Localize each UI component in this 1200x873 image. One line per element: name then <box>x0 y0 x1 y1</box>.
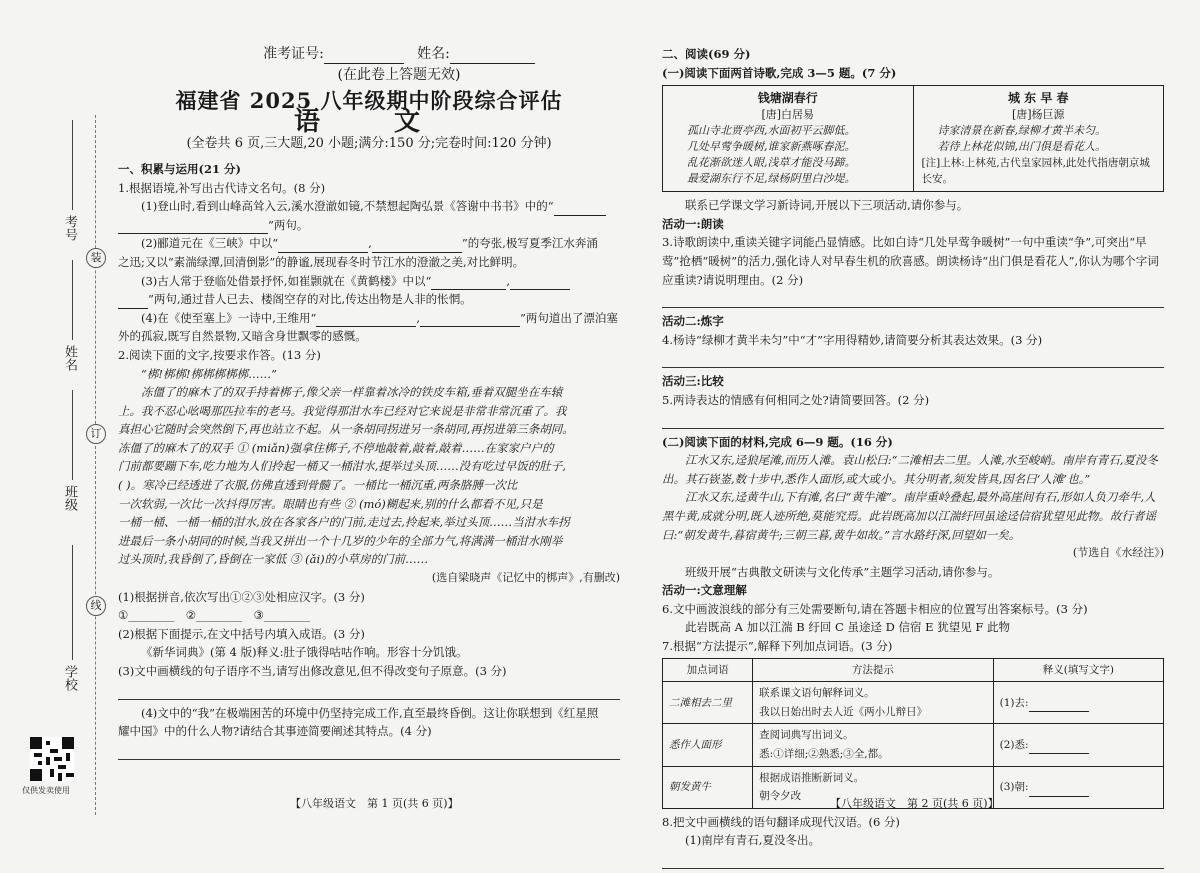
task-intro: 班级开展“古典散文研读与文化传承”主题学习活动,请你参与。 <box>685 564 1000 579</box>
q1-3-text: (3)古人常于登临处借景抒怀,如崔颢就在《黄鹤楼》中以“ <box>141 273 432 288</box>
q1-1-text: (1)登山时,看到山峰高耸入云,溪水澄澈如镜,不禁想起陶弘景《答谢中书书》中的“ <box>141 199 554 214</box>
story-line: 真担心它随时会突然倒下,再也站立不起。从一条胡同拐进另一条胡同,再拐进第三条胡同。 <box>118 422 574 437</box>
story-source: (选自梁晓声《记忆中的梆声》,有删改) <box>431 571 620 585</box>
poem-author: [唐]白居易 <box>761 108 815 122</box>
table-answer[interactable] <box>993 682 1163 724</box>
left-page <box>118 45 620 764</box>
table-header: 方法提示 <box>753 658 993 682</box>
q1-4-cont: 外的孤寂,既写自然景物,又暗含身世飘零的感慨。 <box>118 329 367 344</box>
table-tips <box>753 724 993 766</box>
method-table <box>662 658 1164 809</box>
poem-box <box>662 85 1164 192</box>
subject-title: 语 文 <box>293 106 444 137</box>
story-line: “梆!梆梆!梆梆梆梆梆……” <box>141 366 277 381</box>
answer-blank[interactable] <box>1029 784 1089 797</box>
q1-3-tail: ”两句,通过昔人已去、楼阁空存的对比,传达出物是人非的怅惘。 <box>148 292 472 307</box>
q8: 8.把文中画横线的语句翻译成现代汉语。(6 分) <box>662 814 900 829</box>
table-answer[interactable] <box>993 766 1163 808</box>
poem-line: 若待上林花似锦,出门俱是看花人。 <box>937 140 1106 154</box>
activity-2: 活动二:炼字 <box>662 314 724 329</box>
qr-note: 仅供发卖使用 <box>22 786 70 795</box>
q1-2-blank-a[interactable] <box>278 238 368 253</box>
q3-answer-line[interactable] <box>662 295 1164 308</box>
q2-4: (4)文中的“我”在极端困苦的环境中仍坚持完成工作,直至最终昏倒。这让你联想到《红星照 <box>141 705 599 720</box>
q1-2: (2)郦道元在《三峡》中以“ , ”的夸张,极写夏季江水奔涌 <box>118 234 620 253</box>
story-line: 上。我不忍心吆喝那匹拉车的老马。我觉得那泔水车已经对它来说是非常非常沉重了。我 <box>118 403 567 418</box>
story-line: 过头顶时,我昏倒了,昏倒在一家低 ③ (ǎi)的小草房的门前…… <box>118 552 429 567</box>
zhunkao-blank[interactable] <box>324 49 404 64</box>
q1-2-blank-b[interactable] <box>372 238 462 253</box>
classical-text-para: 江水又东,迳黄牛山,下有滩,名曰“黄牛滩”。南岸重岭叠起,最外高崖间有石,形如人负刀牵牛,人黑牛黄,成就分明,既人迹所绝,莫能究焉。此岩既高加以江湍纡回虽途迳信宿犹望见此物。故行者谣曰:“朝发黄牛,暮宿黄牛;三朝三暮,黄牛如故。”言水路纡深,回望如一矣。 <box>662 490 1156 542</box>
q6: 6.文中画波浪线的部分有三处需要断句,请在答题卡相应的位置写出答案标号。(3 分) <box>662 601 1088 616</box>
q1-4-blank-b[interactable] <box>420 312 520 327</box>
exam-title: 福建省 2025 八年级期中阶段综合评估 <box>175 88 563 114</box>
q3: 3.诗歌朗读中,重读关键字词能凸显情感。比如白诗“几处早莺争暖树”一句中重读“争”,可突出“早莺”抢栖“暖树”的活力,强化诗人对早春生机的欣喜感。朗读杨诗“出门俱是看花人”,你认为哪个字词应重读?请说明理由。(2 分) <box>662 235 1159 287</box>
table-word: 悉作人面形 <box>663 724 753 766</box>
q2-4-cont: 耀中国》中的什么人物?请结合其事迹简要阐述其特点。(4 分) <box>118 724 432 739</box>
kaohao-line <box>72 120 73 210</box>
qr-code-icon <box>30 737 74 781</box>
story-line: 门前都要蹦下车,吃力地为人们拎起一桶又一桶泔水,提举过头顶……没有吃过早饭的肚子, <box>118 459 566 474</box>
page-1-footer: 【八年级语文 第 1 页(共 6 页)】 <box>290 797 459 810</box>
activity-3: 活动三:比较 <box>662 374 724 389</box>
table-row <box>663 724 1164 766</box>
q4-answer-line[interactable] <box>662 355 1164 368</box>
q1-2-cont: 之迅;又以“素湍绿潭,回清倒影”的静谧,展现春冬时节江水的澄澈之美,对比鲜明。 <box>118 254 525 269</box>
binding-margin <box>0 0 112 841</box>
section-2-heading: 二、阅读(69 分) <box>662 47 751 61</box>
exam-info: (全卷共 6 页,三大题,20 小题;满分:150 分;完卷时间:120 分钟) <box>186 136 552 152</box>
invalid-note: (在此卷上答题无效) <box>337 66 461 83</box>
right-page <box>662 45 1164 873</box>
name-blank[interactable] <box>450 49 535 64</box>
q2-2: (2)根据下面提示,在文中括号内填入成语。(3 分) <box>118 626 365 641</box>
candidate-info-line <box>178 45 620 64</box>
xuexiao-label: 学校 <box>62 665 77 691</box>
q1-1-blank-b[interactable] <box>118 219 268 234</box>
table-tips <box>753 682 993 724</box>
q1-3-blank-c[interactable] <box>118 294 148 309</box>
subsection-2-heading: (二)阅读下面的材料,完成 6—9 题。(16 分) <box>662 434 893 449</box>
q1-2-tail: ”的夸张,极写夏季江水奔涌 <box>461 236 598 251</box>
tip-line: 悉:①详细;②熟悉;③全,都。 <box>759 748 889 761</box>
q5-answer-line[interactable] <box>662 416 1164 429</box>
table-row <box>663 682 1164 724</box>
binding-dash-line <box>95 115 96 815</box>
q1-2-text: (2)郦道元在《三峡》中以“ <box>141 236 279 251</box>
q6-options: 此岩既高 A 加以江湍 B 纡回 C 虽途迳 D 信宿 E 犹望见 F 此物 <box>685 620 1011 635</box>
q1-4-tail: ”两句道出了漂泊塞 <box>519 310 618 325</box>
poem-title: 城 东 早 春 <box>1007 91 1069 106</box>
story-line: 冻僵了的麻木了的双手持着梆子,像父亲一样靠着冰冷的铁皮车箱,垂着双腿坐在车辕 <box>141 385 563 400</box>
story-line: ( )。寒冷已经透进了衣服,仿佛直透到骨髓了。一桶比一桶沉重,两条胳膊一次比 <box>118 478 518 493</box>
ding-mark: 订 <box>86 424 106 444</box>
q1-1-tail: ”两句。 <box>268 217 309 232</box>
page-2-footer: 【八年级语文 第 2 页(共 6 页)】 <box>830 797 999 810</box>
poem-author: [唐]杨巨源 <box>1011 108 1065 122</box>
table-answer[interactable] <box>993 724 1163 766</box>
q1-3-blank-a[interactable] <box>431 275 506 290</box>
story-line: 一桶一桶、一桶一桶的泔水,放在各家各户的门前,走过去,拎起来,举过头顶……当泔水车拐 <box>118 515 570 530</box>
kaohao-label: 考号 <box>62 215 77 241</box>
q5: 5.两诗表达的情感有何相同之处?请简要回答。(2 分) <box>662 392 930 407</box>
answer-label: (3)朝: <box>999 780 1029 793</box>
answer-blank[interactable] <box>1029 741 1089 754</box>
xingming-line <box>72 260 73 340</box>
q1-3-blank-b[interactable] <box>510 275 570 290</box>
zhunkao-label: 准考证号: <box>263 46 324 62</box>
xian-mark: 线 <box>86 596 106 616</box>
banji-label: 班级 <box>62 485 77 511</box>
q1-1 <box>118 197 620 216</box>
poem-line: 几处早莺争暖树,谁家新燕啄春泥。 <box>687 140 856 154</box>
q8-1: (1)南岸有青石,夏没冬出。 <box>685 833 820 848</box>
q2-1-blanks[interactable]: ①________ ②________ ③________ <box>118 608 310 623</box>
tip-line: 朝令夕改 <box>759 790 802 803</box>
banji-line <box>72 390 73 480</box>
q1-4-blank-a[interactable] <box>316 312 416 327</box>
q1-stem: 1.根据语境,补写出古代诗文名句。(8 分) <box>118 180 326 195</box>
q2-2-hint: 《新华词典》(第 4 版)释义:肚子饿得咕咕作响。形容十分饥饿。 <box>141 645 468 660</box>
q2-3-answer-line[interactable] <box>118 687 620 700</box>
classical-text-para: 江水又东,迳狼尾滩,而历人滩。袁山松曰:“二滩相去二里。人滩,水至峻峭。南岸有青石,夏没冬出。其石嵚崟,数十步中,悉作人面形,或大或小。其分明者,须发皆具,因名曰‘人滩’也。” <box>662 453 1158 486</box>
q1-1-cont <box>118 216 620 235</box>
poem-note: [注]上林:上林苑,古代皇家园林,此处代指唐朝京城长安。 <box>921 157 1150 186</box>
q1-4: (4)在《使至塞上》一诗中,王维用“ , ”两句道出了漂泊塞 <box>118 309 620 328</box>
story-line: 一次软弱,一次比一次抖得厉害。眼睛也有些 ② (mó)糊起来,别的什么都看不见,只是 <box>118 496 543 511</box>
answer-label: (2)悉: <box>999 738 1029 751</box>
poem-qiantang <box>663 86 913 191</box>
poem-title: 钱塘湖春行 <box>757 91 818 106</box>
q1-3: (3)古人常于登临处借景抒怀,如崔颢就在《黄鹤楼》中以“ , <box>118 272 620 291</box>
section-1-heading: 一、积累与运用(21 分) <box>118 161 241 176</box>
poem-line: 诗家清景在新春,绿柳才黄半未匀。 <box>937 124 1106 138</box>
zhuang-mark: 装 <box>86 248 106 268</box>
table-word: 朝发黄牛 <box>663 766 753 808</box>
table-header: 加点词语 <box>663 658 753 682</box>
tip-line: 根据成语推断新词义。 <box>759 771 865 784</box>
tip-line: 查阅词典写出词义。 <box>759 729 854 742</box>
xingming-label: 姓名 <box>62 345 77 371</box>
tip-line: 联系课文语句解释词义。 <box>759 687 875 700</box>
q1-4-text: (4)在《使至塞上》一诗中,王维用“ <box>141 310 317 325</box>
q2-1: (1)根据拼音,依次写出①②③处相应汉字。(3 分) <box>118 589 365 604</box>
q2-4-answer-line[interactable] <box>118 747 620 760</box>
text-source: (节选自《水经注》) <box>1072 546 1164 560</box>
poem-line: 最爱湖东行不足,绿杨阴里白沙堤。 <box>687 172 856 186</box>
poem-line: 孤山寺北贾亭西,水面初平云脚低。 <box>687 124 856 138</box>
poem-chengdong <box>913 86 1164 191</box>
poem-line: 乱花渐欲迷人眼,浅草才能没马蹄。 <box>687 156 856 170</box>
story-passage <box>118 365 620 570</box>
activity-1: 活动一:朗读 <box>662 216 724 231</box>
table-header: 释义(填写文字) <box>993 658 1163 682</box>
q7: 7.根据“方法提示”,解释下列加点词语。(3 分) <box>662 639 893 654</box>
table-header-row <box>663 658 1164 682</box>
tip-line: 我以日始出时去人近《两小儿辩日》 <box>759 705 928 718</box>
answer-label: (1)去: <box>999 696 1029 709</box>
answer-blank[interactable] <box>1029 699 1089 712</box>
q2-3: (3)文中画横线的句子语序不当,请写出修改意见,但不得改变句子原意。(3 分) <box>118 664 507 678</box>
q2-stem: 2.阅读下面的文字,按要求作答。(13 分) <box>118 347 321 362</box>
xuexiao-line <box>72 545 73 660</box>
q8-answer-line[interactable] <box>662 856 1164 869</box>
name-label: 姓名: <box>417 46 450 62</box>
story-line: 进最后一条小胡同的时候,当我又拼出一个十几岁的少年的全部力气,将满满一桶泔水刚举 <box>118 533 563 548</box>
q1-3-cont <box>118 290 620 309</box>
q4: 4.杨诗“绿柳才黄半未匀”中“才”字用得精妙,请简要分析其表达效果。(3 分) <box>662 332 1043 347</box>
subsection-1-heading: (一)阅读下面两首诗歌,完成 3—5 题。(7 分) <box>662 65 897 80</box>
q1-1-blank-a[interactable] <box>554 201 606 216</box>
story-line: 冻僵了的麻木了的双手 ① (miǎn)强拿住梆子,不停地敲着,敲着,敲着……在家家户户的 <box>118 440 554 455</box>
task-activity-1: 活动一:文意理解 <box>662 583 747 598</box>
table-word: 二滩相去二里 <box>663 682 753 724</box>
activity-intro: 联系已学课文学习新诗词,开展以下三项活动,请你参与。 <box>685 198 969 213</box>
